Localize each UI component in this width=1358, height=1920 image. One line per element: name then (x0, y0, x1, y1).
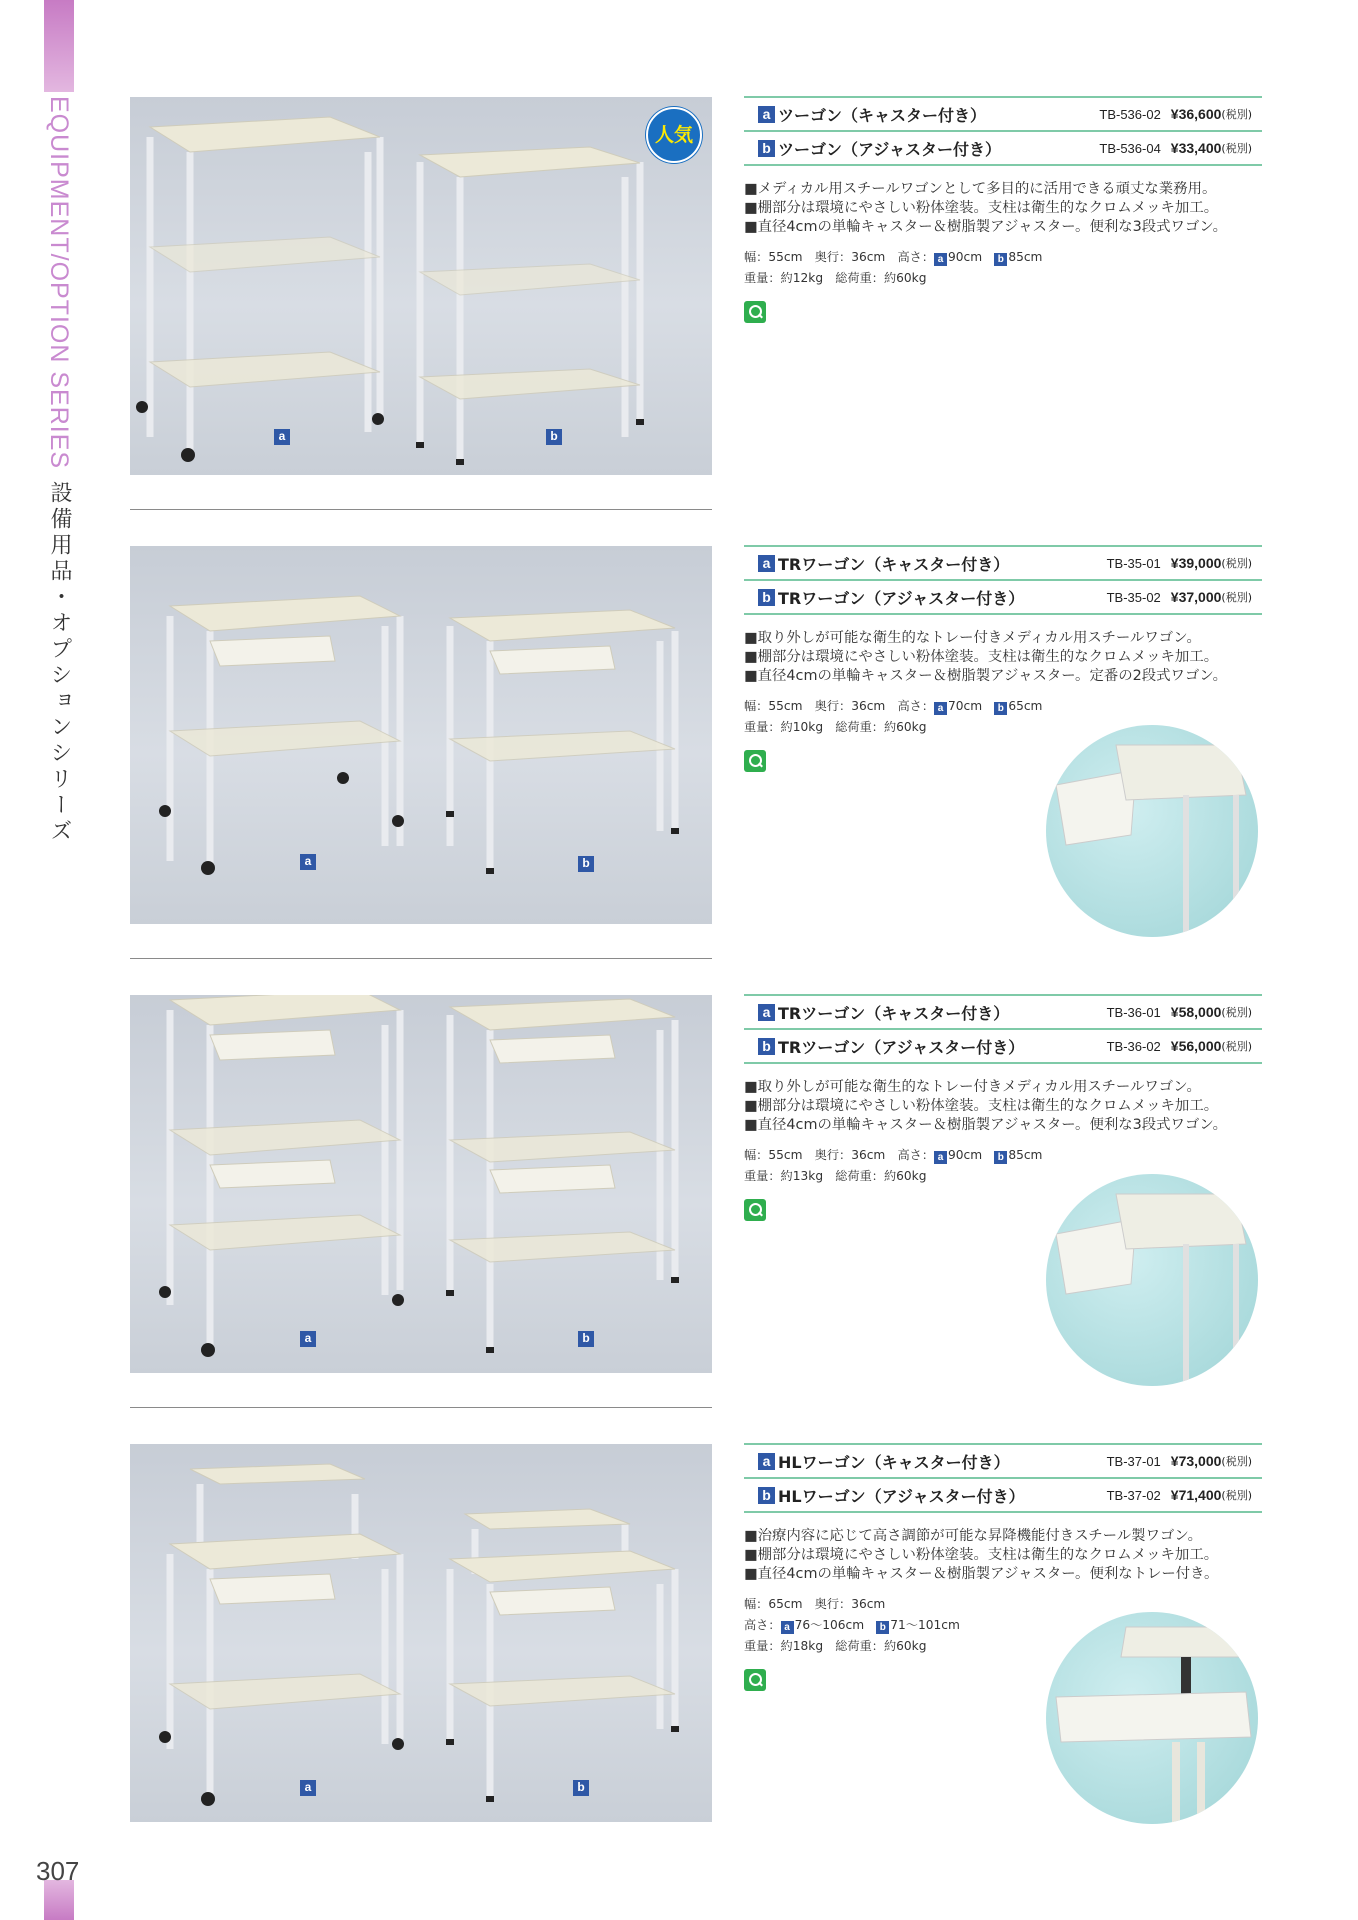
spec-letter-b: b (994, 1151, 1007, 1164)
price-row-b (744, 1477, 1262, 1513)
photo-label-a: a (300, 1780, 316, 1796)
product-name: TRツーゴン（アジャスター付き） (778, 1037, 1025, 1057)
price-row-a (744, 96, 1262, 130)
product-price: ¥56,000 (1170, 1038, 1222, 1054)
height-b: 71〜101cm (890, 1618, 960, 1632)
spec-letter-a: a (781, 1621, 794, 1634)
desc-line: ■直径4cmの単輪キャスター＆樹脂製アジャスター。便利な3段式ワゴン。 (744, 219, 1227, 235)
photo-label-a: a (274, 429, 290, 445)
section-divider (130, 958, 712, 959)
height-b: 65cm (1008, 699, 1043, 713)
spec-letter-b: b (994, 702, 1007, 715)
wagon-illustration-4 (130, 1444, 712, 1822)
desc-line: ■直径4cmの単輪キャスター＆樹脂製アジャスター。便利な3段式ワゴン。 (744, 1117, 1227, 1133)
product-name: ツーゴン（キャスター付き） (778, 105, 987, 125)
desc-line: ■棚部分は環境にやさしい粉体塗装。支柱は衛生的なクロムメッキ加工。 (744, 649, 1219, 665)
sidebar-title-en: EQUIPMENT/OPTION SERIES (45, 96, 73, 470)
sidebar-title (44, 96, 74, 846)
product-name: TRツーゴン（キャスター付き） (778, 1003, 1010, 1023)
height-a: 76〜106cm (794, 1618, 865, 1632)
desc-line: ■直径4cmの単輪キャスター＆樹脂製アジャスター。便利なトレー付き。 (744, 1566, 1219, 1582)
product-code: TB-536-02 (1099, 106, 1161, 122)
spec-line: 幅：55cm 奥行：36cm 高さ： (744, 699, 935, 713)
height-b: 85cm (1008, 250, 1043, 264)
variant-letter: b (758, 589, 775, 606)
tax-note: (税別) (1221, 1006, 1252, 1019)
product-name: HLワーゴン（キャスター付き） (778, 1452, 1010, 1472)
desc-line: ■棚部分は環境にやさしい粉体塗装。支柱は衛生的なクロムメッキ加工。 (744, 1098, 1219, 1114)
photo-label-a: a (300, 854, 316, 870)
spec-letter-b: b (876, 1621, 889, 1634)
variant-letter: a (758, 1453, 775, 1470)
variant-letter: b (758, 140, 775, 157)
product-price: ¥39,000 (1170, 555, 1222, 571)
variant-letter: b (758, 1487, 775, 1504)
popular-badge: 人気 (646, 107, 702, 163)
wagon-illustration-2 (130, 546, 712, 924)
tray-detail-photo (1046, 725, 1258, 937)
product-code: TB-35-01 (1106, 555, 1161, 571)
page-number: 307 (36, 1856, 80, 1886)
height-b: 85cm (1008, 1148, 1043, 1162)
search-q-icon[interactable] (744, 301, 766, 323)
spec-letter-b: b (994, 253, 1007, 266)
height-a: 90cm (948, 250, 983, 264)
section-divider (130, 1407, 712, 1408)
tax-note: (税別) (1221, 557, 1252, 570)
product-description (744, 629, 1262, 686)
spec-line: 幅：55cm 奥行：36cm 高さ： (744, 1148, 935, 1162)
photo-label-b: b (573, 1780, 589, 1796)
tax-note: (税別) (1221, 1455, 1252, 1468)
spec-letter-a: a (934, 1151, 947, 1164)
spec-letter-a: a (934, 253, 947, 266)
spec-letter-a: a (934, 702, 947, 715)
price-row-a (744, 545, 1262, 579)
product-price: ¥58,000 (1170, 1004, 1222, 1020)
product-photo-1 (130, 97, 712, 475)
price-row-b (744, 130, 1262, 166)
variant-letter: a (758, 555, 775, 572)
photo-label-b: b (578, 1331, 594, 1347)
product-description (744, 1078, 1262, 1135)
product-code: TB-536-04 (1099, 140, 1161, 156)
product-description (744, 180, 1262, 237)
product-code: TB-37-01 (1106, 1453, 1161, 1469)
variant-letter: b (758, 1038, 775, 1055)
wagon-illustration-3 (130, 995, 712, 1373)
height-detail-photo (1046, 1612, 1258, 1824)
price-row-b (744, 579, 1262, 615)
spec-line: 重量：約10kg 総荷重：約60kg (744, 720, 927, 734)
spec-line: 重量：約13kg 総荷重：約60kg (744, 1169, 927, 1183)
spec-line: 幅：65cm 奥行：36cm (744, 1597, 886, 1611)
tax-note: (税別) (1221, 108, 1252, 121)
product-spec (744, 247, 1262, 289)
photo-label-b: b (578, 856, 594, 872)
tax-note: (税別) (1221, 1489, 1252, 1502)
search-q-icon[interactable] (744, 1669, 766, 1691)
section-divider (130, 509, 712, 510)
tax-note: (税別) (1221, 591, 1252, 604)
desc-line: ■治療内容に応じて高さ調節が可能な昇降機能付きスチール製ワゴン。 (744, 1528, 1202, 1544)
desc-line: ■取り外しが可能な衛生的なトレー付きメディカル用スチールワゴン。 (744, 630, 1201, 646)
variant-letter: a (758, 1004, 775, 1021)
product-photo-2 (130, 546, 712, 924)
product-photo-3 (130, 995, 712, 1373)
product-info-1 (744, 96, 1262, 323)
search-q-icon[interactable] (744, 750, 766, 772)
desc-line: ■取り外しが可能な衛生的なトレー付きメディカル用スチールワゴン。 (744, 1079, 1201, 1095)
spec-line: 重量：約12kg 総荷重：約60kg (744, 271, 927, 285)
desc-line: ■棚部分は環境にやさしい粉体塗装。支柱は衛生的なクロムメッキ加工。 (744, 1547, 1219, 1563)
product-price: ¥71,400 (1170, 1487, 1222, 1503)
height-a: 90cm (948, 1148, 983, 1162)
price-row-b (744, 1028, 1262, 1064)
price-row-a (744, 1443, 1262, 1477)
product-code: TB-36-01 (1106, 1004, 1161, 1020)
variant-letter: a (758, 106, 775, 123)
price-row-a (744, 994, 1262, 1028)
wagon-illustration-1 (130, 97, 712, 475)
sidebar-title-jp: 設備用品・オプションシリーズ (47, 481, 72, 846)
product-price: ¥73,000 (1170, 1453, 1222, 1469)
tray-detail-photo (1046, 1174, 1258, 1386)
product-photo-4 (130, 1444, 712, 1822)
product-code: TB-36-02 (1106, 1038, 1161, 1054)
height-a: 70cm (948, 699, 983, 713)
tax-note: (税別) (1221, 142, 1252, 155)
photo-label-a: a (300, 1331, 316, 1347)
product-price: ¥36,600 (1170, 106, 1222, 122)
desc-line: ■棚部分は環境にやさしい粉体塗装。支柱は衛生的なクロムメッキ加工。 (744, 200, 1219, 216)
spec-line: 重量：約18kg 総荷重：約60kg (744, 1639, 927, 1653)
product-price: ¥37,000 (1170, 589, 1222, 605)
desc-line: ■メディカル用スチールワゴンとして多目的に活用できる頑丈な業務用。 (744, 181, 1217, 197)
product-description (744, 1527, 1262, 1584)
product-name: TRワーゴン（アジャスター付き） (778, 588, 1025, 608)
photo-label-b: b (546, 429, 562, 445)
product-price: ¥33,400 (1170, 140, 1222, 156)
desc-line: ■直径4cmの単輪キャスター＆樹脂製アジャスター。定番の2段式ワゴン。 (744, 668, 1227, 684)
search-q-icon[interactable] (744, 1199, 766, 1221)
product-name: HLワーゴン（アジャスター付き） (778, 1486, 1025, 1506)
product-code: TB-35-02 (1106, 589, 1161, 605)
spec-line: 幅：55cm 奥行：36cm 高さ： (744, 250, 935, 264)
tax-note: (税別) (1221, 1040, 1252, 1053)
product-name: TRワーゴン（キャスター付き） (778, 554, 1010, 574)
sidebar-accent-top (44, 0, 74, 92)
spec-line: 高さ： (744, 1618, 781, 1632)
product-name: ツーゴン（アジャスター付き） (778, 139, 1002, 159)
product-code: TB-37-02 (1106, 1487, 1161, 1503)
